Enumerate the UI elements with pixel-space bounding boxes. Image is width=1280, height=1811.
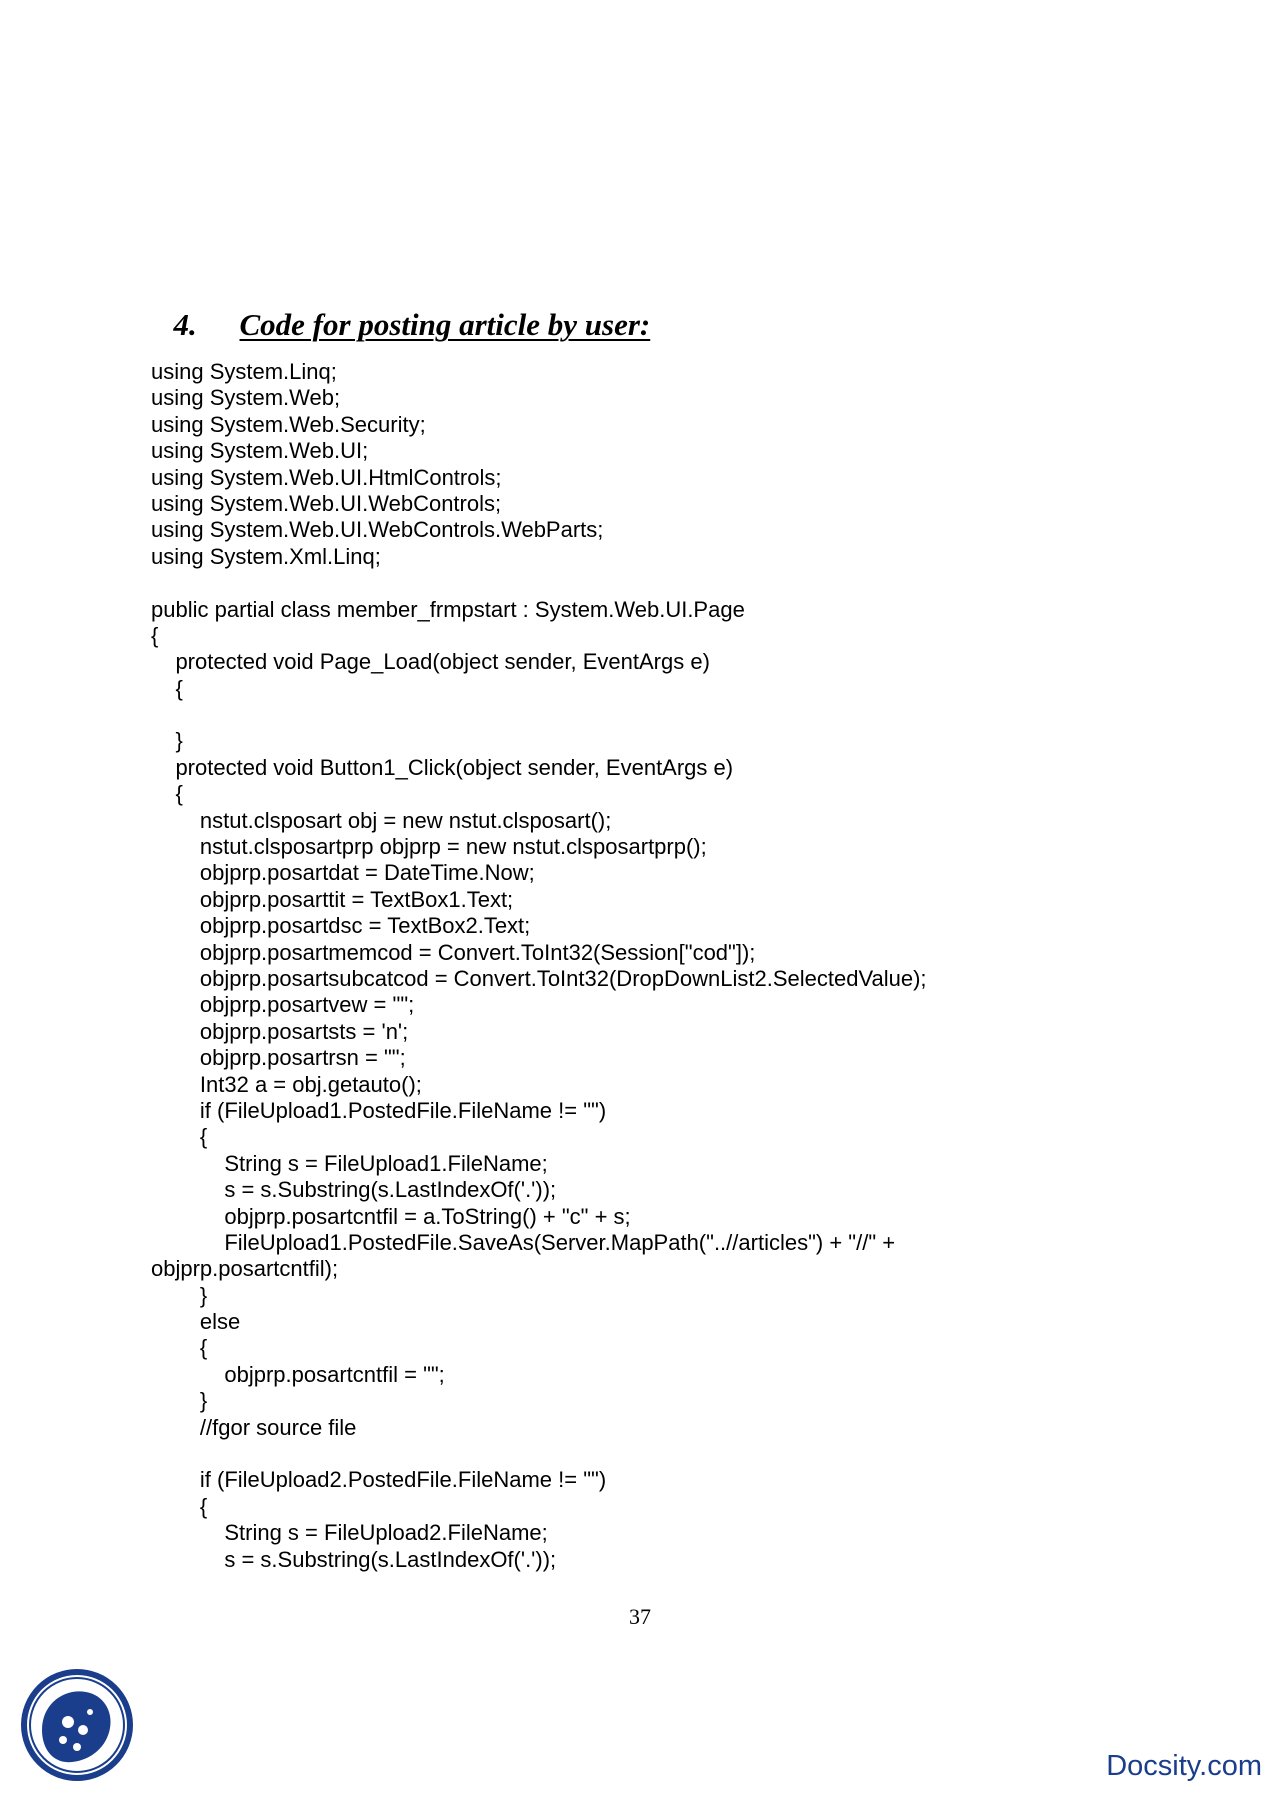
code-line: if (FileUpload2.PostedFile.FileName != "") bbox=[151, 1467, 607, 1493]
brand-name[interactable]: Docsity.com bbox=[1106, 1750, 1262, 1782]
code-line: using System.Web.UI.WebControls; bbox=[151, 490, 502, 516]
code-line: { bbox=[151, 781, 183, 807]
code-line: objprp.posartdsc = TextBox2.Text; bbox=[151, 913, 531, 939]
code-line: objprp.posartrsn = ""; bbox=[151, 1045, 406, 1071]
code-line: s = s.Substring(s.LastIndexOf('.')); bbox=[151, 1546, 557, 1572]
code-line: nstut.clsposartprp objprp = new nstut.clsposartprp(); bbox=[151, 834, 707, 860]
code-line: using System.Xml.Linq; bbox=[151, 543, 381, 569]
code-line: } bbox=[151, 1388, 208, 1414]
section-title: Code for posting article by user: bbox=[239, 307, 651, 342]
code-line: public partial class member_frmpstart : System.Web.UI.Page bbox=[151, 596, 745, 622]
code-line: objprp.posartsubcatcod = Convert.ToInt32(DropDownList2.SelectedValue); bbox=[151, 965, 927, 991]
section-heading bbox=[158, 265, 650, 345]
section-number: 4. bbox=[173, 307, 197, 342]
code-line: String s = FileUpload1.FileName; bbox=[151, 1150, 548, 1176]
code-line: using System.Web.Security; bbox=[151, 411, 426, 437]
code-line: FileUpload1.PostedFile.SaveAs(Server.MapPath("..//articles") + "//" + bbox=[151, 1229, 896, 1255]
code-line: //fgor source file bbox=[151, 1414, 357, 1440]
code-line: objprp.posartcntfil); bbox=[151, 1256, 339, 1282]
code-line bbox=[151, 1441, 1151, 1467]
code-line: { bbox=[151, 1124, 208, 1150]
code-line: objprp.posarttit = TextBox1.Text; bbox=[151, 886, 514, 912]
code-line: objprp.posartdat = DateTime.Now; bbox=[151, 860, 535, 886]
code-line: using System.Web.UI.WebControls.WebParts; bbox=[151, 517, 604, 543]
code-line: else bbox=[151, 1309, 241, 1335]
code-line: protected void Page_Load(object sender, EventArgs e) bbox=[151, 649, 710, 675]
code-line: Int32 a = obj.getauto(); bbox=[151, 1071, 422, 1097]
code-line: { bbox=[151, 1335, 208, 1361]
code-line: protected void Button1_Click(object sender, EventArgs e) bbox=[151, 754, 734, 780]
code-listing bbox=[151, 359, 1151, 1573]
code-line: { bbox=[151, 675, 183, 701]
code-line: objprp.posartvew = ""; bbox=[151, 992, 415, 1018]
code-line: objprp.posartsts = 'n'; bbox=[151, 1018, 409, 1044]
code-line: { bbox=[151, 622, 159, 648]
code-line: } bbox=[151, 1282, 208, 1308]
page-number: 37 bbox=[629, 1604, 651, 1629]
code-line: if (FileUpload1.PostedFile.FileName != "") bbox=[151, 1097, 607, 1123]
code-line: using System.Web.UI; bbox=[151, 438, 369, 464]
code-line bbox=[151, 570, 1151, 596]
code-line bbox=[151, 702, 1151, 728]
code-line: using System.Web; bbox=[151, 385, 341, 411]
code-line: objprp.posartcntfil = ""; bbox=[151, 1361, 445, 1387]
code-line: using System.Web.UI.HtmlControls; bbox=[151, 464, 502, 490]
code-line: objprp.posartmemcod = Convert.ToInt32(Session["cod"]); bbox=[151, 939, 756, 965]
code-line: String s = FileUpload2.FileName; bbox=[151, 1520, 548, 1546]
code-line: nstut.clsposart obj = new nstut.clsposart(); bbox=[151, 807, 612, 833]
code-line: using System.Linq; bbox=[151, 359, 337, 384]
code-line: { bbox=[151, 1493, 208, 1519]
docsity-logo-icon bbox=[20, 1668, 134, 1782]
code-line: objprp.posartcntfil = a.ToString() + "c" + s; bbox=[151, 1203, 631, 1229]
code-line: s = s.Substring(s.LastIndexOf('.')); bbox=[151, 1177, 557, 1203]
code-line: } bbox=[151, 728, 183, 754]
